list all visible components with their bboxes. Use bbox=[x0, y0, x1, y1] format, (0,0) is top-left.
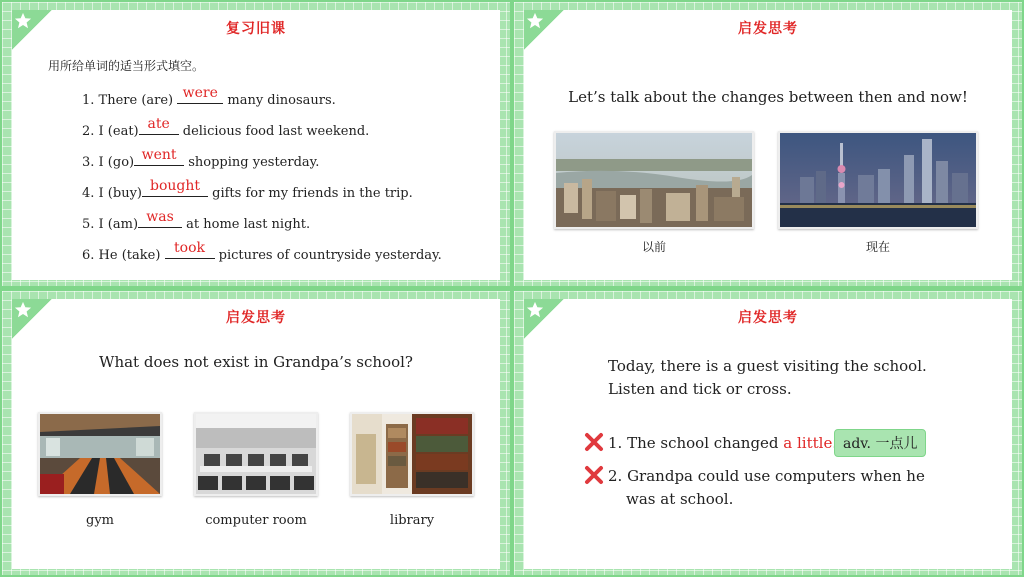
answer-blank bbox=[138, 209, 182, 228]
image-caption: computer room bbox=[205, 513, 307, 528]
highlight-phrase: a little bbox=[783, 434, 833, 452]
answer-word: ate bbox=[147, 116, 170, 132]
exercise-item bbox=[82, 147, 320, 170]
exercise-prefix: 2. I (eat) bbox=[82, 124, 139, 139]
instruction-text: 用所给单词的适当形式填空。 bbox=[48, 59, 205, 73]
exercise-item bbox=[82, 240, 442, 263]
exercise-item bbox=[82, 116, 370, 139]
answer-blank bbox=[142, 178, 208, 197]
slide-card bbox=[524, 299, 1012, 569]
answer-blank bbox=[165, 240, 215, 259]
statement-2: 2. Grandpa could use computers when he bbox=[608, 467, 925, 485]
cross-icon bbox=[584, 465, 604, 485]
exercise-prefix: 6. He (take) bbox=[82, 248, 165, 263]
library-photo bbox=[350, 412, 474, 496]
answer-word: bought bbox=[149, 178, 200, 194]
gym-photo bbox=[38, 412, 162, 496]
image-caption: library bbox=[389, 513, 435, 528]
slide-listen-tick bbox=[514, 291, 1022, 575]
answer-blank bbox=[177, 85, 223, 104]
slide-review bbox=[2, 2, 510, 286]
image-caption: gym bbox=[86, 513, 114, 528]
image-caption: 现在 bbox=[865, 240, 890, 254]
answer-word: was bbox=[146, 209, 174, 225]
slide-title: 启发思考 bbox=[738, 21, 798, 37]
exercise-prefix: 5. I (am) bbox=[82, 217, 139, 232]
answer-word: went bbox=[141, 147, 177, 163]
exercise-prefix: 4. I (buy) bbox=[82, 186, 142, 201]
exercise-item bbox=[82, 178, 413, 201]
cross-icon bbox=[584, 432, 604, 452]
modern-city-night-photo bbox=[778, 131, 978, 229]
slide-title: 启发思考 bbox=[738, 310, 798, 326]
exercise-suffix: delicious food last weekend. bbox=[178, 124, 370, 139]
answer-blank bbox=[139, 116, 179, 135]
old-city-photo bbox=[554, 131, 754, 229]
image-caption: 以前 bbox=[641, 240, 666, 254]
exercise-item bbox=[82, 209, 311, 232]
exercise-prefix: 1. There (are) bbox=[82, 93, 178, 108]
statement-2-continued: was at school. bbox=[626, 490, 734, 508]
answer-word: were bbox=[182, 85, 218, 101]
slide-card bbox=[524, 10, 1012, 280]
intro-line: Today, there is a guest visiting the school. bbox=[608, 357, 927, 375]
vocab-tag: adv. 一点儿 bbox=[834, 429, 926, 457]
exercise-suffix: shopping yesterday. bbox=[184, 155, 320, 170]
slide-title: 启发思考 bbox=[226, 310, 286, 326]
exercise-suffix: gifts for my friends in the trip. bbox=[208, 186, 413, 201]
exercise-item bbox=[82, 85, 336, 108]
computer-room-photo bbox=[194, 412, 318, 496]
slide-title: 复习旧课 bbox=[226, 21, 286, 37]
statement-1 bbox=[608, 434, 837, 452]
answer-blank bbox=[134, 147, 184, 166]
discussion-prompt: Let’s talk about the changes between then and now! bbox=[568, 88, 968, 106]
discussion-prompt: What does not exist in Grandpa’s school? bbox=[99, 353, 413, 371]
answer-word: took bbox=[174, 240, 206, 256]
statement-text: 1. The school changed bbox=[608, 434, 784, 452]
exercise-prefix: 3. I (go) bbox=[82, 155, 135, 170]
slide-grandpa-school bbox=[2, 291, 510, 575]
slide-card bbox=[12, 299, 500, 569]
slide-then-now bbox=[514, 2, 1022, 286]
intro-line: Listen and tick or cross. bbox=[608, 380, 792, 398]
slide-card bbox=[12, 10, 500, 280]
exercise-suffix: pictures of countryside yesterday. bbox=[214, 248, 442, 263]
exercise-suffix: many dinosaurs. bbox=[223, 93, 336, 108]
exercise-suffix: at home last night. bbox=[182, 217, 311, 232]
